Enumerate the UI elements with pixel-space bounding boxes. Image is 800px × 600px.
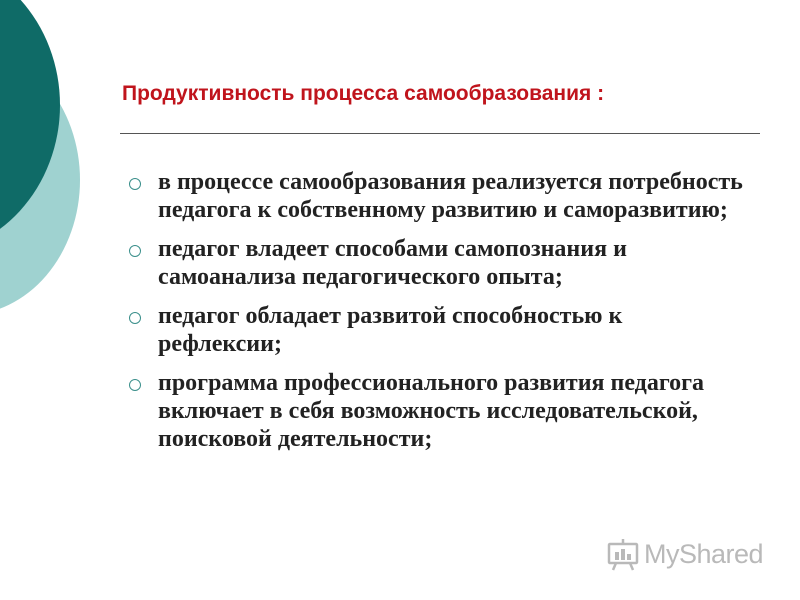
bullet-item	[128, 302, 748, 358]
slide-title: Продуктивность процесса самообразования :	[122, 82, 605, 105]
bullet-text: программа профессионального развития педагога включает в себя возможность исследовательской, поисковой деятельности;	[158, 370, 705, 452]
bullet-text: педагог обладает развитой способностью к рефлексии;	[158, 303, 623, 357]
bullet-list	[128, 168, 748, 464]
watermark-text: MyShared	[644, 538, 764, 569]
bullet-item	[128, 369, 748, 453]
presentation-board-icon	[606, 537, 640, 571]
myshared-watermark	[606, 536, 763, 572]
bullet-text: в процессе самообразования реализуется потребность педагога к собственному развитию и саморазвитию;	[158, 169, 743, 223]
bullet-circle-icon	[129, 379, 141, 391]
bullet-circle-icon	[129, 178, 141, 190]
title-divider	[120, 133, 760, 134]
bullet-item	[128, 235, 748, 291]
bullet-item	[128, 168, 748, 224]
bullet-circle-icon	[129, 312, 141, 324]
bullet-circle-icon	[129, 245, 141, 257]
bullet-text: педагог владеет способами самопознания и самоанализа педагогического опыта;	[158, 236, 627, 290]
